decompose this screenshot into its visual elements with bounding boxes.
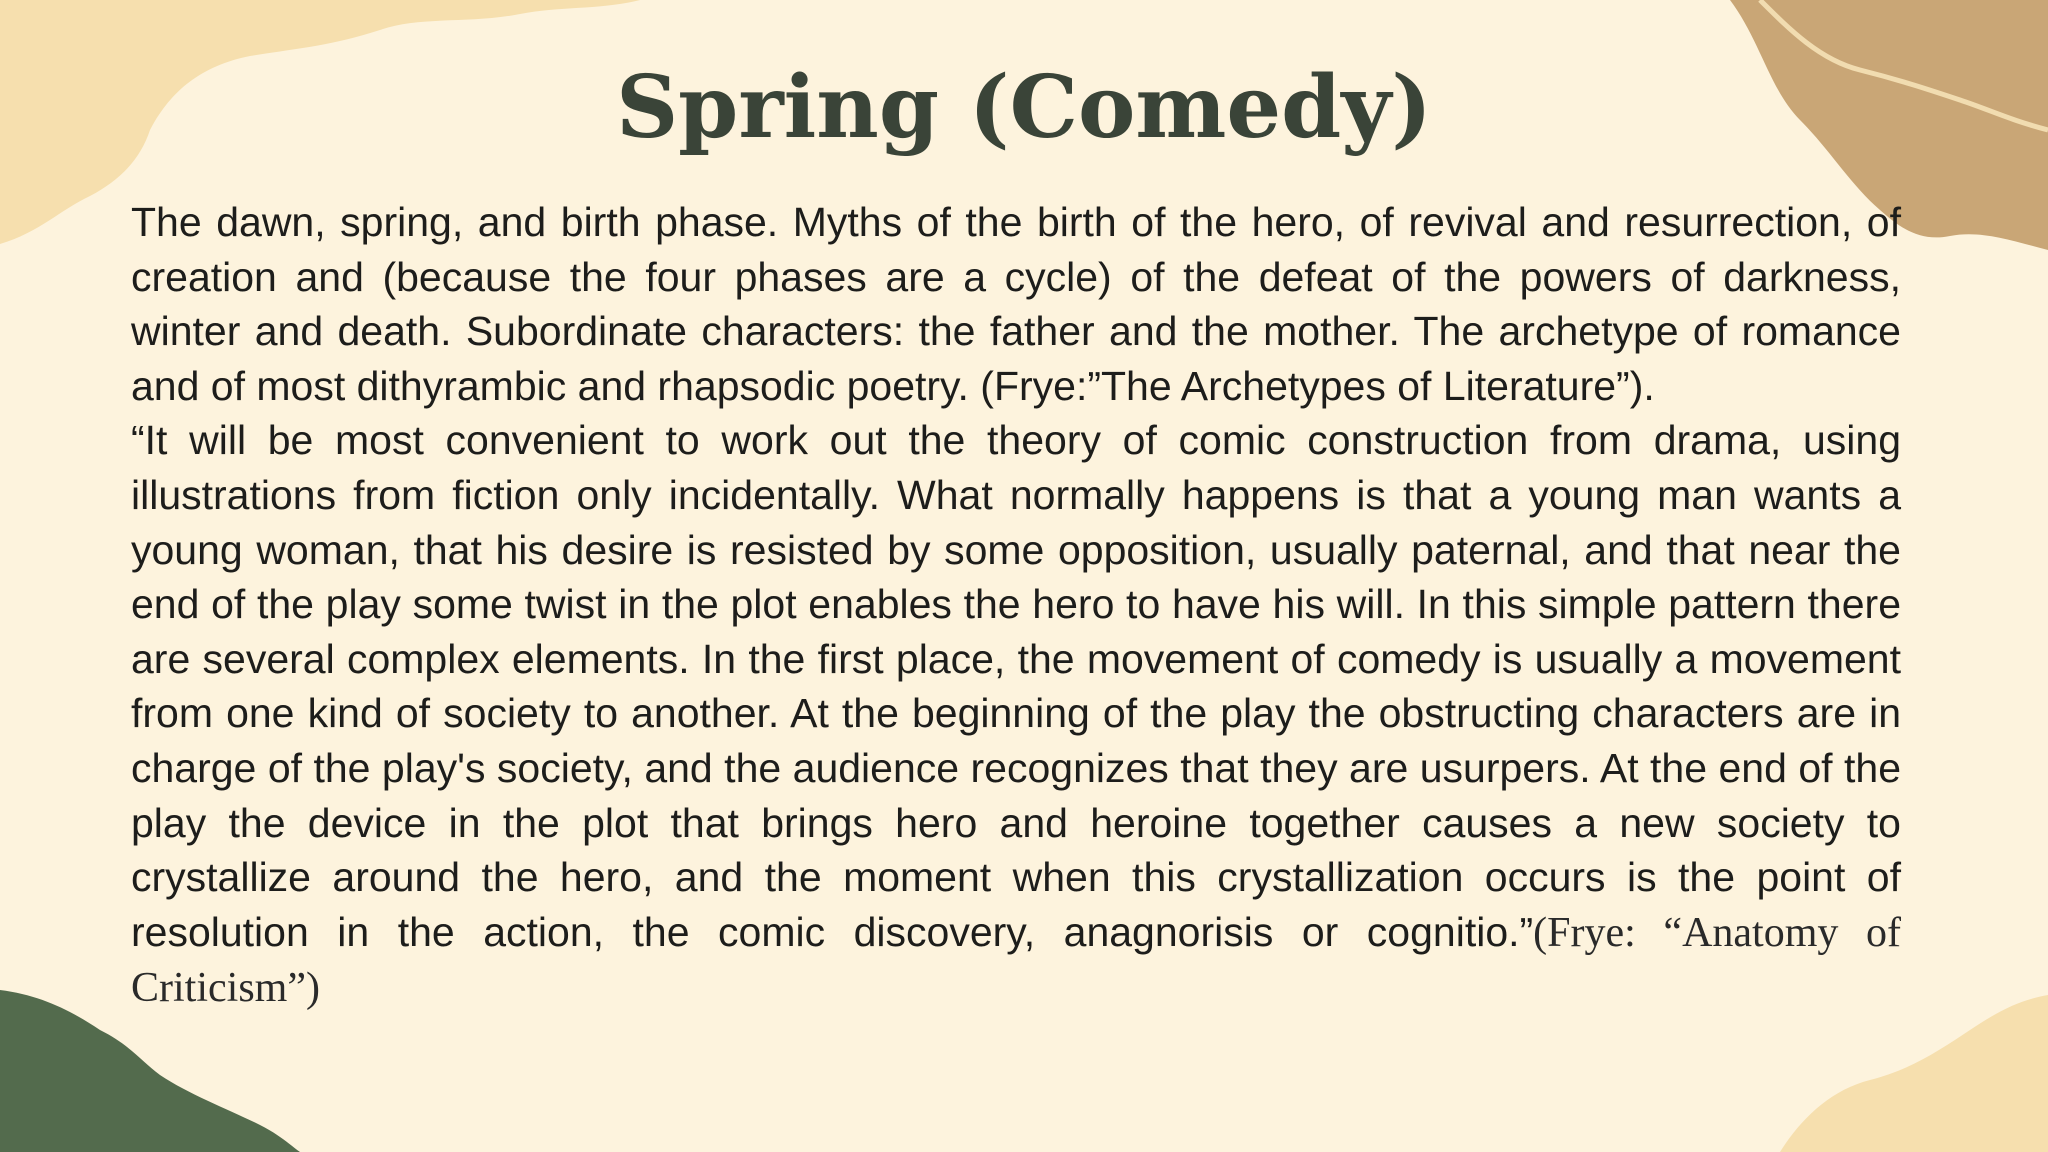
anatomy-quote-text: “It will be most convenient to work out the theory of comic construction from drama, using illustrations from fiction only incidentally. What normally happens is that a young man wants a young woman, that his desire is resisted by some opposition, usually paternal, and that near the end of the play some twist in the plot enables the hero to have his will. In this simple pattern there are several complex elements. In the first place, the movement of comedy is usually a movement from one kind of society to another. At the beginning of the play the obstructing characters are in charge of the play's society, and the audience recognizes that they are usurpers. At the end of the play the device in the plot that brings hero and heroine together causes a new society to crystallize around the hero, and the moment when this crystallization occurs is the point of resolution in the action, the comic discovery, anagnorisis or cognitio.”: [131, 417, 1901, 955]
paragraph-anatomy-quote: [131, 413, 1901, 1016]
anatomy-citation: (Frye: “Anatomy of Criticism”): [131, 909, 1901, 1012]
paragraph-archetypes: The dawn, spring, and birth phase. Myths of the birth of the hero, of revival and resurrection, of creation and (because the four phases are a cycle) of the defeat of the powers of darkness, winter and death. Subordinate characters: the father and the mother. The archetype of romance and of most dithyrambic and rhapsodic poetry. (Frye:”The Archetypes of Literature”).: [131, 199, 1901, 409]
slide-title: Spring (Comedy): [616, 57, 1432, 158]
bottom-right-blob: [1780, 995, 2048, 1152]
body-text: [131, 195, 1901, 1016]
